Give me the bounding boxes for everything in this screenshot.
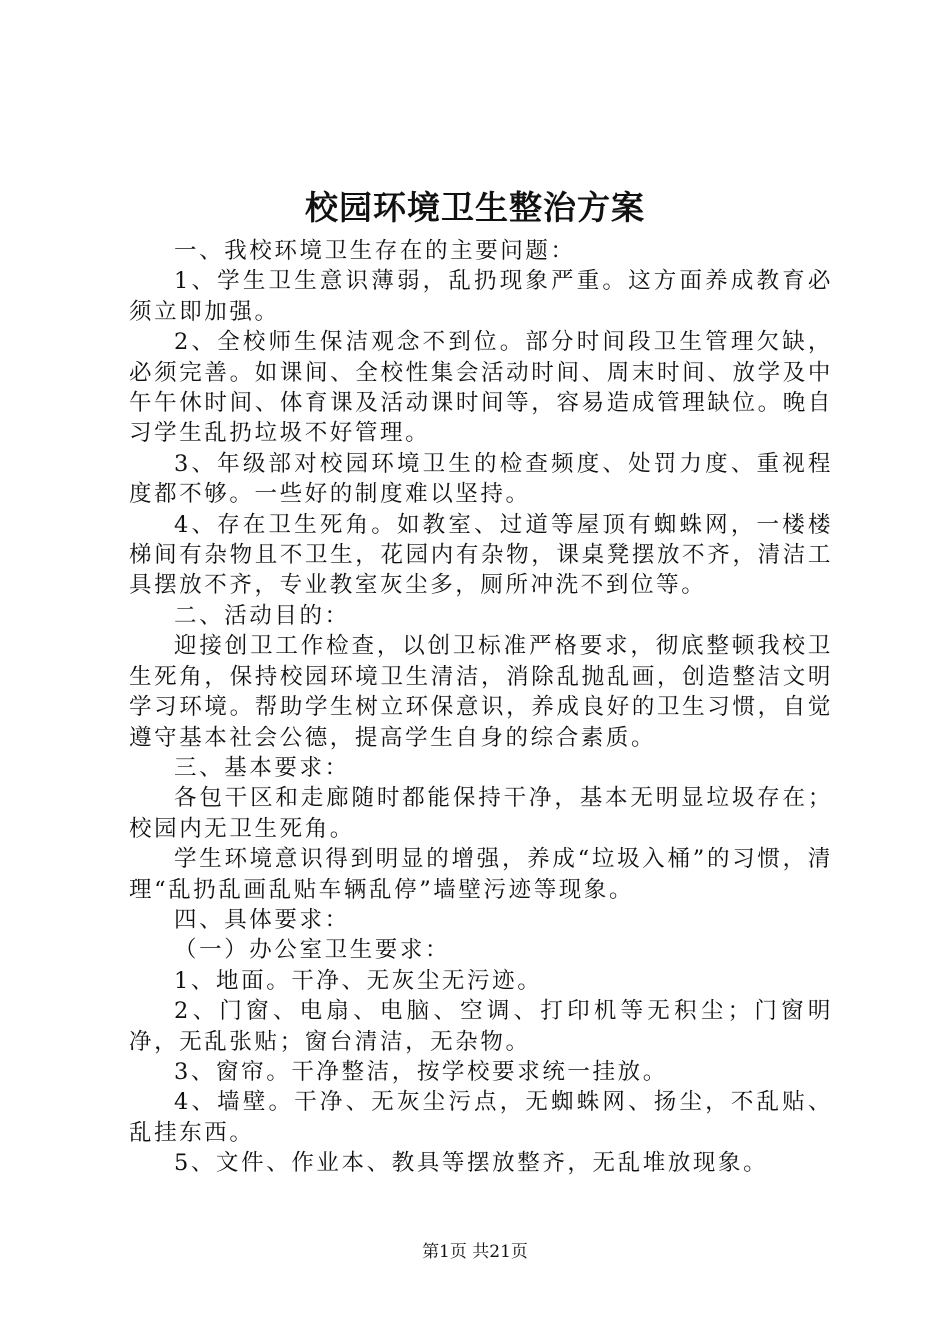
paragraph-basic-requirement-1: 各包干区和走廊随时都能保持干净，基本无明显垃圾存在；校园内无卫生死角。 bbox=[129, 785, 833, 842]
document-body bbox=[129, 236, 833, 1179]
paragraph-office-1: 1、地面。干净、无灰尘无污迹。 bbox=[174, 967, 543, 994]
paragraph-problem-3: 3、年级部对校园环境卫生的检查频度、处罚力度、重视程度都不够。一些好的制度难以坚持。 bbox=[129, 450, 833, 508]
paragraph-basic-requirement-2: 学生环境意识得到明显的增强，养成“垃圾入桶”的习惯，清理“乱扔乱画乱贴车辆乱停”墙壁污迹等现象。 bbox=[129, 846, 833, 903]
paragraph-purpose: 迎接创卫工作检查，以创卫标准严格要求，彻底整顿我校卫生死角，保持校园环境卫生清洁，消除乱抛乱画，创造整洁文明学习环境。帮助学生树立环保意识，养成良好的卫生习惯，自觉遵守基本社会公德，提高学生自身的综合素质。 bbox=[129, 633, 833, 751]
paragraph-office-2: 2、门窗、电扇、电脑、空调、打印机等无积尘；门窗明净，无乱张贴；窗台清洁，无杂物。 bbox=[129, 998, 833, 1055]
section-heading-purpose: 二、活动目的： bbox=[174, 602, 350, 629]
paragraph-office-4: 4、墙壁。干净、无灰尘污点，无蜘蛛网、扬尘，不乱贴、乱挂东西。 bbox=[129, 1089, 833, 1146]
page-number-footer: 第1页 共21页 bbox=[422, 1242, 528, 1262]
paragraph-problem-4: 4、存在卫生死角。如教室、过道等屋顶有蜘蛛网，一楼楼梯间有杂物且不卫生，花园内有杂物，课桌凳摆放不齐，清洁工具摆放不齐，专业教室灰尘多，厕所冲洗不到位等。 bbox=[129, 511, 833, 599]
paragraph-office-5: 5、文件、作业本、教具等摆放整齐，无乱堆放现象。 bbox=[174, 1150, 769, 1177]
paragraph-office-3: 3、窗帘。干净整洁，按学校要求统一挂放。 bbox=[174, 1058, 668, 1085]
section-heading-problems: 一、我校环境卫生存在的主要问题： bbox=[174, 238, 576, 264]
document-title: 校园环境卫生整治方案 bbox=[305, 188, 645, 227]
section-heading-basic-requirements: 三、基本要求： bbox=[174, 754, 350, 781]
paragraph-problem-2: 2、全校师生保洁观念不到位。部分时间段卫生管理欠缺，必须完善。如课间、全校性集会活动时间、周末时间、放学及中午午休时间、体育课及活动课时间等，容易造成管理缺位。晚自习学生乱扔垃圾不好管理。 bbox=[129, 329, 833, 447]
section-heading-specific-requirements: 四、具体要求： bbox=[174, 906, 350, 933]
subsection-heading-office: （一）办公室卫生要求： bbox=[174, 937, 451, 964]
paragraph-problem-1: 1、学生卫生意识薄弱，乱扔现象严重。这方面养成教育必须立即加强。 bbox=[129, 268, 833, 325]
